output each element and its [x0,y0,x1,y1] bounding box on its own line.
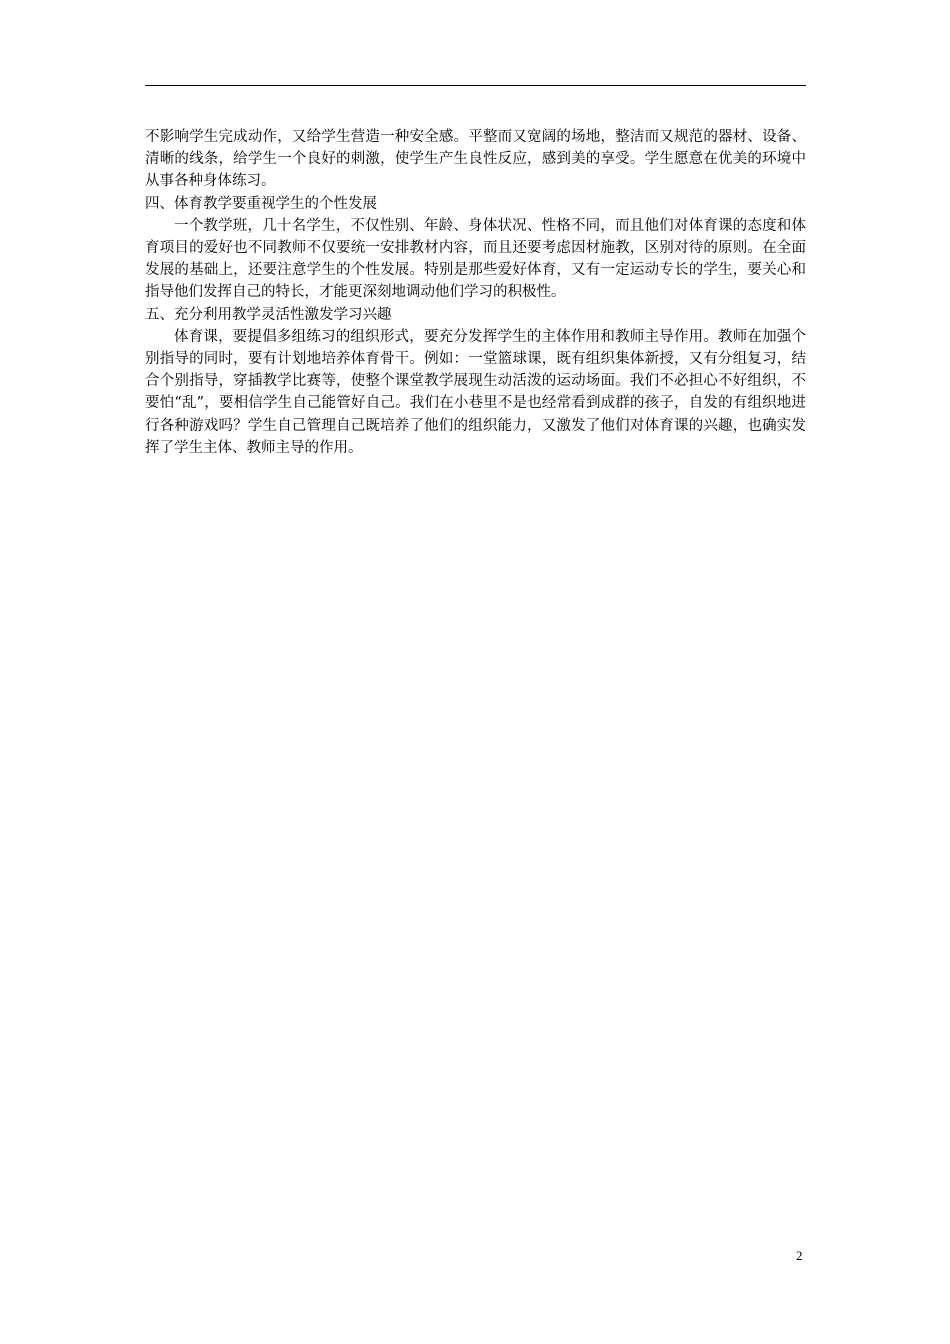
body-paragraph: 体育课，要提倡多组练习的组织形式，要充分发挥学生的主体作用和教师主导作用。教师在加强个别指导的同时，要有计划地培养体育骨干。例如：一堂篮球课，既有组织集体新授，又有分组复习，结合个别指导，穿插教学比赛等，使整个课堂教学展现生动活泼的运动场面。我们不必担心不好组织，不要怕“乱”，要相信学生自己能管好自己。我们在小巷里不是也经常看到成群的孩子，自发的有组织地进行各种游戏吗？学生自己管理自己既培养了他们的组织能力，又激发了他们对体育课的兴趣，也确实发挥了学生主体、教师主导的作用。 [145,328,806,456]
page-number: 2 [796,1248,803,1263]
document-body [145,126,806,459]
body-paragraph: 一个教学班，几十名学生，不仅性别、年龄、身体状况、性格不同，而且他们对体育课的态度和体育项目的爱好也不同教师不仅要统一安排教材内容，而且还要考虑因材施教，区别对待的原则。在全面发展的基础上，还要注意学生的个性发展。特别是那些爱好体育，又有一定运动专长的学生，要关心和指导他们发挥自己的特长，才能更深刻地调动他们学习的积极性。 [145,217,806,301]
header-rule [145,85,806,86]
section-heading: 五、充分利用教学灵活性激发学习兴趣 [145,306,392,323]
body-paragraph: 不影响学生完成动作，又给学生营造一种安全感。平整而又宽阔的场地，整洁而又规范的器材、设备、清晰的线条，给学生一个良好的刺激，使学生产生良性反应，感到美的享受。学生愿意在优美的环境中从事各种身体练习。 [145,129,806,190]
section-heading: 四、体育教学要重视学生的个性发展 [145,195,377,212]
